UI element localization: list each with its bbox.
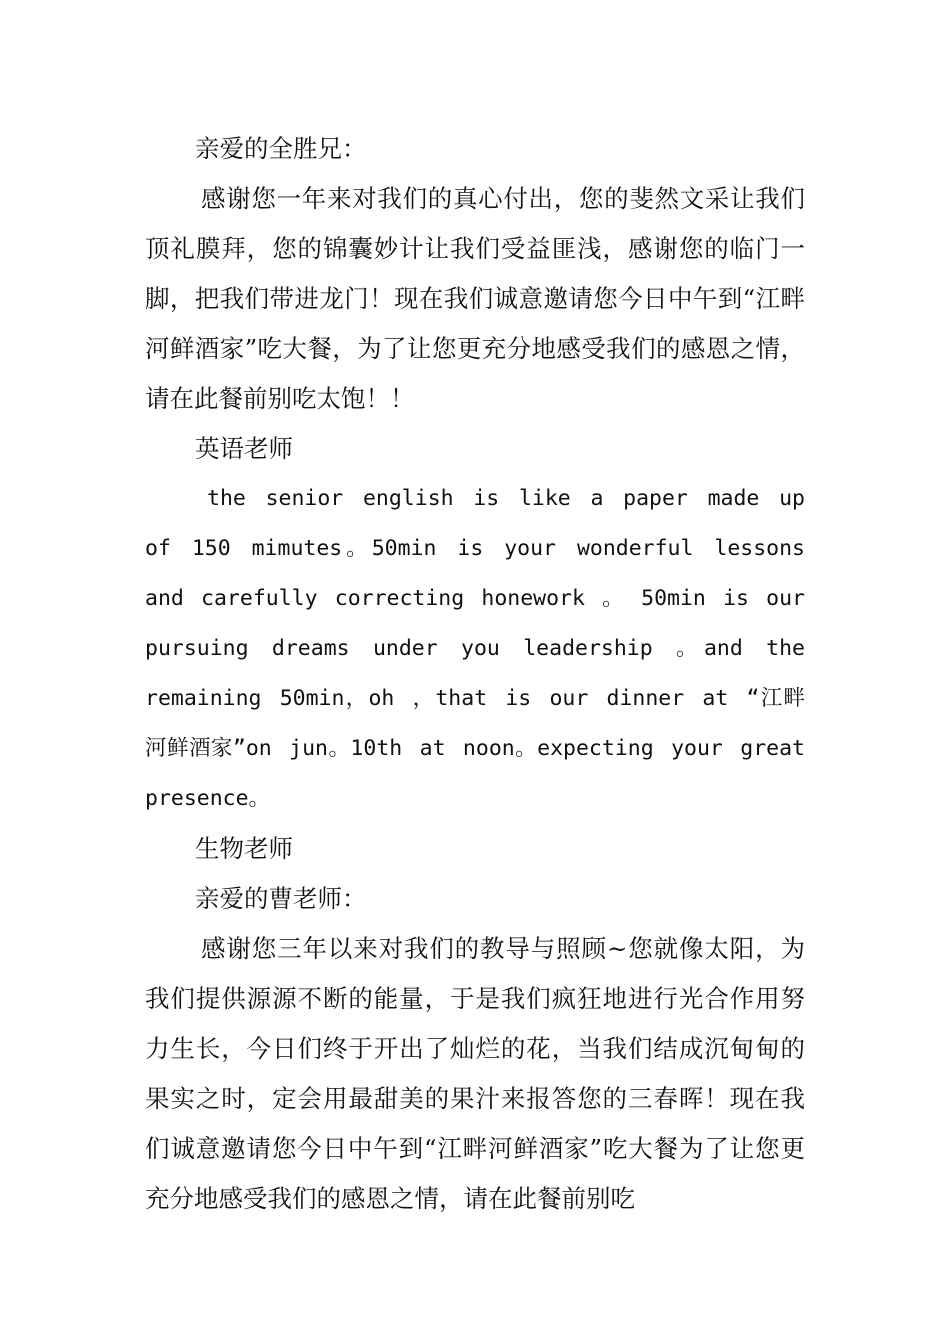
greeting-cao: 亲爱的曹老师： xyxy=(195,884,367,913)
document-page xyxy=(145,124,805,1224)
letter-body-english: the senior english is like a paper made up of 150 mimutes。50min is your wonderful lessons and carefully correcting honework 。 50min is our pursuing dreams under you leadership 。and the remaining 50min，oh ，that is our dinner at “江畔河鲜酒家”on jun。10th at noon。expecting your great presence。 xyxy=(145,486,805,811)
letter-body-quansheng: 感谢您一年来对我们的真心付出，您的斐然文采让我们顶礼膜拜，您的锦囊妙计让我们受益匪浅，感谢您的临门一脚，把我们带进龙门！现在我们诚意邀请您今日中午到“江畔河鲜酒家”吃大餐，为了让您更充分地感受我们的感恩之情，请在此餐前别吃太饱！！ xyxy=(145,184,805,413)
greeting-quansheng: 亲爱的全胜兄： xyxy=(195,134,367,163)
section-heading-biology-teacher: 生物老师 xyxy=(195,834,293,863)
letter-body-cao: 感谢您三年以来对我们的教导与照顾~您就像太阳，为我们提供源源不断的能量，于是我们疯狂地进行光合作用努力生长，今日们终于开出了灿烂的花，当我们结成沉甸甸的果实之时，定会用最甜美的果汁来报答您的三春晖！现在我们诚意邀请您今日中午到“江畔河鲜酒家”吃大餐为了让您更充分地感受我们的感恩之情，请在此餐前别吃 xyxy=(145,934,805,1213)
section-heading-english-teacher: 英语老师 xyxy=(195,434,293,463)
